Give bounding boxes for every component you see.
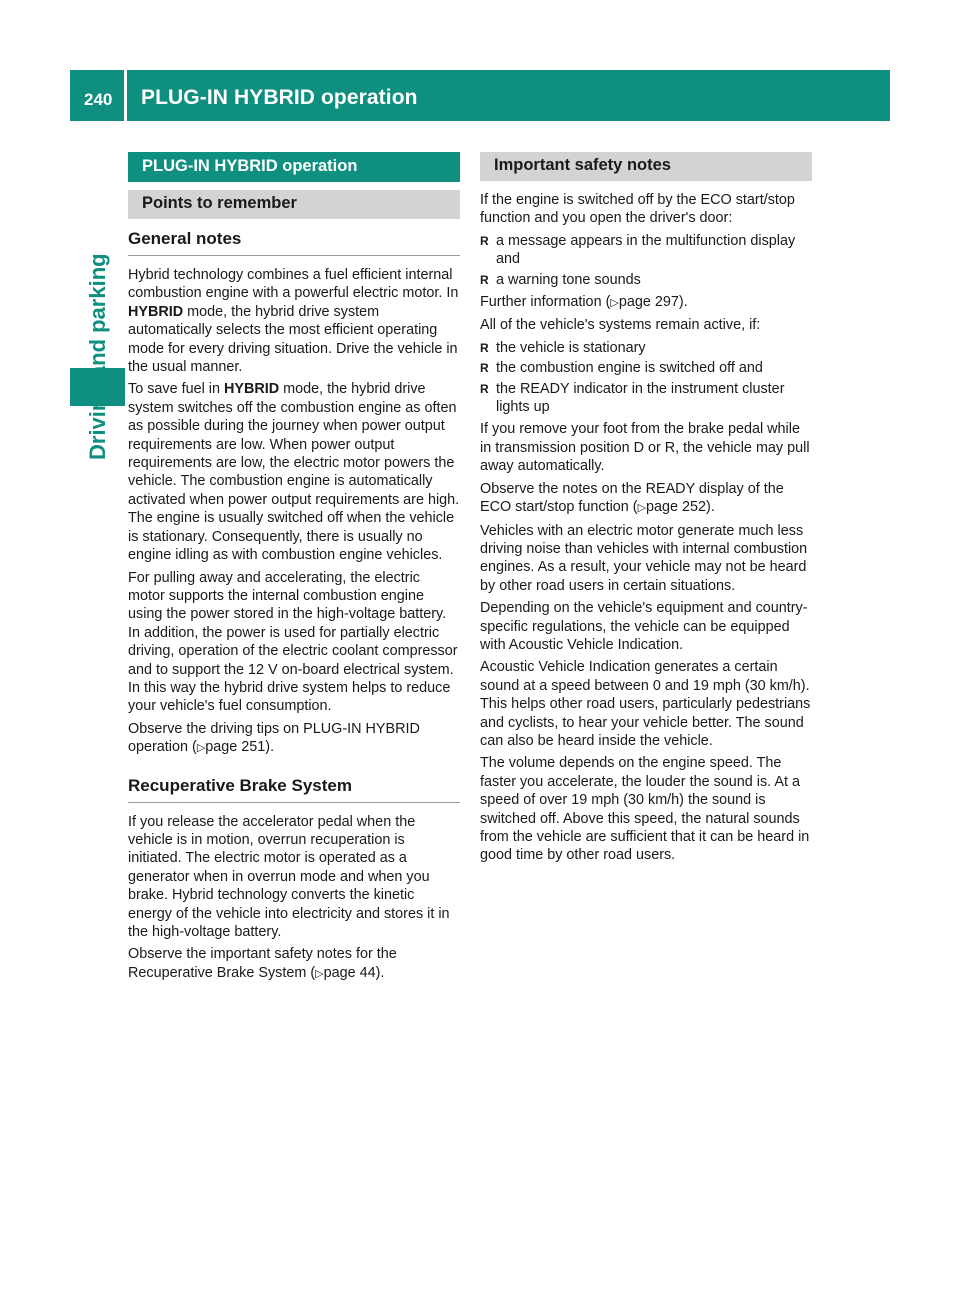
list-item: R the READY indicator in the instrument cluster lights up <box>480 380 785 416</box>
bullet-icon: R <box>480 272 489 287</box>
paragraph: All of the vehicle's systems remain active, if: <box>480 317 761 334</box>
page-title: PLUG-IN HYBRID operation <box>141 86 418 109</box>
paragraph: Further information (▷page 297). <box>480 294 688 311</box>
list-item: R the combustion engine is switched off and <box>480 360 763 377</box>
page-reference-link[interactable]: page 44). <box>323 964 385 981</box>
paragraph: Observe the driving tips on PLUG-IN HYBRID operation (▷page 251). <box>128 720 420 756</box>
right-column <box>480 152 812 869</box>
page-reference-arrow-icon: ▷ <box>315 967 324 980</box>
bullet-icon: R <box>480 381 489 396</box>
safety-notes-title: Important safety notes <box>480 152 812 181</box>
page-reference-link[interactable]: page 252). <box>646 499 715 516</box>
paragraph: Observe the important safety notes for the Recuperative Brake System (▷page 44). <box>128 946 397 981</box>
recuperative-brake-heading: Recuperative Brake System <box>128 776 460 803</box>
left-column <box>128 152 460 987</box>
page-reference-link[interactable]: page 297). <box>618 294 688 311</box>
section-title: PLUG-IN HYBRID operation <box>128 152 460 182</box>
header-divider <box>124 70 127 121</box>
paragraph: For pulling away and accelerating, the electric motor supports the internal combustion engine using the power stored in the high-voltage battery. In addition, the power is used for partially electric driving, operation of the electric coolant compressor and to support the 12 V on-board electrical system. In this way the hybrid drive system helps to reduce your vehicle's fuel consumption. <box>128 569 458 715</box>
chapter-label: Driving and parking <box>85 253 110 460</box>
paragraph: If the engine is switched off by the ECO start/stop function and you open the driver's door: <box>480 192 795 227</box>
bullet-list <box>480 232 812 289</box>
page-number: 240 <box>84 90 113 109</box>
list-item: R the vehicle is stationary <box>480 339 646 356</box>
page-reference-arrow-icon: ▷ <box>610 297 619 310</box>
bullet-icon: R <box>480 361 489 376</box>
paragraph: Depending on the vehicle's equipment and country-specific regulations, the vehicle can be equipped with Acoustic Vehicle Indication. <box>480 600 808 653</box>
list-item: R a message appears in the multifunction display and <box>480 232 796 268</box>
page-reference-link[interactable]: page 251). <box>205 739 275 756</box>
paragraph: If you remove your foot from the brake pedal while in transmission position D or R, the vehicle may pull away automatically. <box>480 421 810 475</box>
paragraph: The volume depends on the engine speed. The faster you accelerate, the louder the sound is. At a speed of over 19 mph (30 km/h) the sound is switched off. Above this speed, the natural sounds from the vehicle are sufficient that it can be heard in good time by other road users. <box>480 755 810 864</box>
paragraph: Vehicles with an electric motor generate much less driving noise than vehicles with internal combustion engines. As a result, your vehicle may not be heard by other road users in certain situations. <box>480 522 808 594</box>
paragraph: If you release the accelerator pedal when the vehicle is in motion, overrun recuperation is initiated. The electric motor is operated as a generator when in overrun mode and when you brake. Hybrid technology converts the kinetic energy of the vehicle into electricity and stores it in the high-voltage battery. <box>128 813 450 940</box>
paragraph: To save fuel in HYBRID mode, the hybrid drive system switches off the combustion engine as often as possible during the journey when power output requirements are low. When power output requirements are low, the electric motor powers the vehicle. The combustion engine is automatically activated when power output requirements are high. The engine is usually switched off when the vehicle is stationary. Consequently, there is usually no engine idling as with combustion engine vehicles. <box>128 381 460 564</box>
subsection-title: Points to remember <box>128 190 460 219</box>
list-item: R a warning tone sounds <box>480 271 641 288</box>
general-notes-heading: General notes <box>128 229 460 256</box>
page-reference-arrow-icon: ▷ <box>196 742 206 755</box>
bullet-list <box>480 339 812 417</box>
bullet-icon: R <box>480 340 489 355</box>
paragraph: Observe the notes on the READY display of the ECO start/stop function (▷page 252). <box>480 480 784 516</box>
paragraph: Acoustic Vehicle Indication generates a certain sound at a speed between 0 and 19 mph (30 km/h). This helps other road users, particularly pedestrians and cyclists, to hear your vehicle better. The sound can also be heard inside the vehicle. <box>480 659 811 749</box>
paragraph: Hybrid technology combines a fuel efficient internal combustion engine with a powerful electric motor. In HYBRID mode, the hybrid drive system automatically selects the most efficient operating mode for every driving situation. Drive the vehicle in the usual manner. <box>128 267 459 376</box>
page-reference-arrow-icon: ▷ <box>637 502 647 515</box>
bullet-icon: R <box>480 233 489 248</box>
